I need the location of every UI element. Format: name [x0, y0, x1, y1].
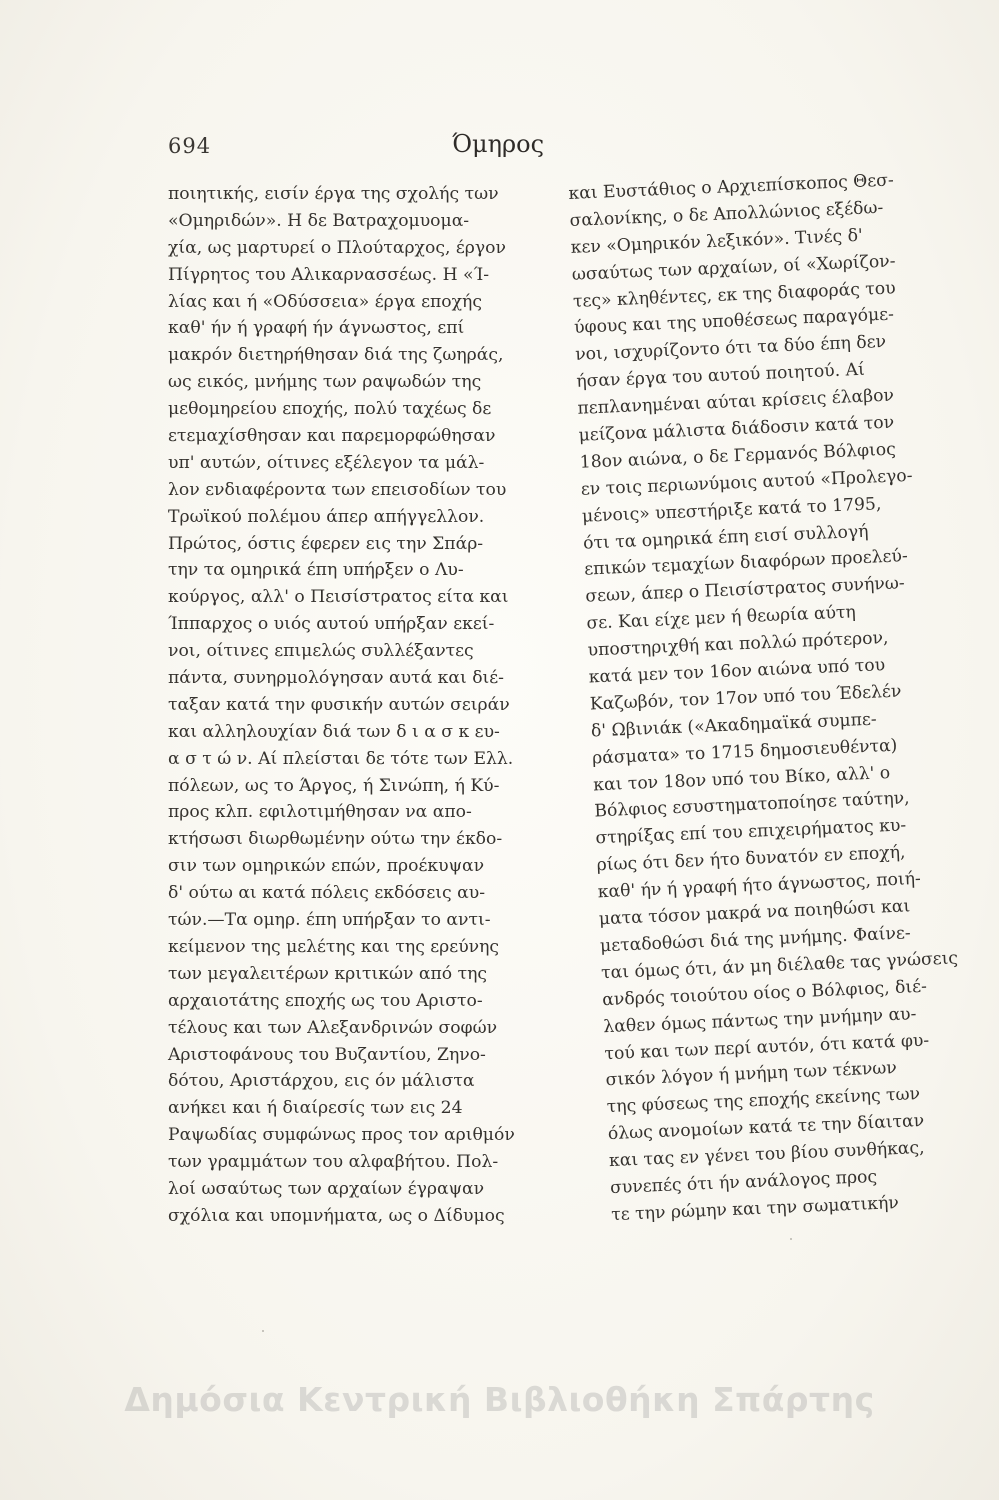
- right-column-line: ύφους και της υποθέσεως παραγόμε-: [573, 304, 895, 339]
- right-column-line: ανδρός τοιούτου οίος ο Βόλφιος, διέ-: [601, 976, 928, 1010]
- left-column-line: τέλους και των Αλεξανδρινών σοφών: [168, 1017, 498, 1038]
- left-column-line: λίας και ή «Οδύσσεια» έργα εποχής: [168, 291, 482, 312]
- right-column-line: ότι τα ομηρικά έπη εισί συλλογή: [582, 521, 869, 554]
- running-title: Όμηρος: [451, 130, 545, 158]
- page-header: [168, 126, 818, 166]
- left-column-line: σχόλια και υπομνήματα, ως ο Δίδυμος: [168, 1205, 505, 1226]
- left-column-line: κτήσωσι διωρθωμένην ούτω την έκδο-: [168, 829, 503, 850]
- left-column-line: αρχαιοτάτης εποχής ως του Αριστο-: [168, 990, 483, 1011]
- scan-speck: [262, 1330, 264, 1332]
- right-column-line: λαθεν όμως πάντως την μνήμην αυ-: [603, 1003, 917, 1037]
- right-column-line: ματα τόσον μακρά να ποιηθώσι και: [598, 896, 911, 930]
- left-column-line: μεθομηρείου εποχής, πολύ ταχέως δε: [168, 399, 492, 420]
- right-column-line: τού και των περί αυτόν, ότι κατά φυ-: [604, 1030, 930, 1064]
- left-column-line: λοί ωσαύτως των αρχαίων έγραψαν: [168, 1178, 485, 1199]
- left-text-column: [168, 181, 540, 1230]
- right-column-line: μεταδοθώσι διά της μνήμης. Φαίνε-: [599, 923, 912, 957]
- left-column-line: πόλεων, ως το Άργος, ή Σινώπη, ή Κύ-: [168, 775, 500, 796]
- left-column-line: Τρωϊκού πολέμου άπερ απήγγελλον.: [168, 506, 485, 527]
- right-column-line: και τας εν γένει του βίου συνθήκας,: [608, 1137, 925, 1172]
- right-column-line: μένοις» υπεστήριξε κατά το 1795,: [581, 493, 882, 527]
- right-column-line: σαλονίκης, ο δε Απολλώνιος εξέδω-: [569, 197, 884, 231]
- left-column-line: Ραψωδίας συμφώνως προς τον αριθμόν: [168, 1125, 515, 1146]
- right-column-line: και Ευστάθιος ο Αρχιεπίσκοπος Θεσ-: [568, 170, 895, 204]
- left-column-line: καθ' ήν ή γραφή ήν άγνωστος, επί: [168, 318, 465, 339]
- left-column-line: Ίππαρχος ο υιός αυτού υπήρξαν εκεί-: [168, 614, 495, 635]
- right-column-line: 18ον αιώνα, ο δε Γερμανός Βόλφιος: [579, 439, 897, 473]
- right-column-line: και τον 18ον υπό του Βίκο, αλλ' ο: [592, 762, 891, 796]
- left-column-line: Πίγρητος του Αλικαρνασσέως. Η «Ί-: [168, 264, 490, 285]
- right-column-line: σικόν λόγον ή μνήμη των τέκνων: [605, 1058, 898, 1091]
- left-column-line: και αλληλουχίαν διά των δ ι α σ κ ευ-: [168, 721, 500, 742]
- right-column-line: στηρίξας επί του επιχειρήματος κυ-: [595, 815, 907, 849]
- right-column-line: κεν «Ομηρικόν λεξικόν». Τινές δ': [570, 225, 864, 258]
- left-column-line: ταξαν κατά την φυσικήν αυτών σειράν: [168, 694, 510, 715]
- right-column-line: επικών τεμαχίων διαφόρων προελεύ-: [583, 546, 909, 581]
- left-column-line: δ' ούτω αι κατά πόλεις εκδόσεις αυ-: [168, 883, 485, 904]
- left-column-line: την τα ομηρικά έπη υπήρξεν ο Λυ-: [168, 560, 464, 581]
- right-column-line: ωσαύτως των αρχαίων, οί «Χωρίζον-: [571, 251, 896, 285]
- right-column-line: τες» κληθέντες, εκ της διαφοράς του: [572, 277, 896, 312]
- left-column-line: λον ενδιαφέροντα των επεισοδίων του: [168, 479, 507, 500]
- right-column-line: ται όμως ότι, άν μη διέλαθε τας γνώσεις: [600, 948, 959, 984]
- right-column-line: νοι, ισχυρίζοντο ότι τα δύο έπη δεν: [574, 332, 887, 366]
- right-column-line: ρίως ότι δεν ήτο δυνατόν εν εποχή,: [596, 842, 906, 876]
- left-column-line: ως εικός, μνήμης των ραψωδών της: [168, 372, 482, 393]
- left-column-line: κείμενον της μελέτης και της ερεύνης: [168, 936, 500, 957]
- left-column-line: υπ' αυτών, οίτινες εξέλεγον τα μάλ-: [168, 452, 485, 473]
- left-column-line: μακρόν διετηρήθησαν διά της ζωηράς,: [168, 345, 504, 366]
- right-column-line: υποστηριχθή και πολλώ πρότερον,: [587, 628, 889, 661]
- left-column-line: κούργος, αλλ' ο Πεισίστρατος είτα και: [168, 587, 509, 608]
- right-column-line: Βόλφιος εσυστηματοποίησε ταύτην,: [594, 788, 910, 822]
- right-column-line: πεπλανημέναι αύται κρίσεις έλαβον: [577, 385, 895, 419]
- right-column-line: δ' Ωβινιάκ («Ακαδημαϊκά συμπε-: [590, 709, 878, 742]
- right-column-line: τε την ρώμην και την σωματικήν: [610, 1192, 900, 1225]
- left-column-line: πάντα, συνηρμολόγησαν αυτά και διέ-: [168, 668, 504, 689]
- left-column-line: σιν των ομηρικών επών, προέκυψαν: [168, 856, 485, 877]
- left-column-line: τών.—Τα ομηρ. έπη υπήρξαν το αντι-: [168, 910, 491, 931]
- scan-speck: [790, 1238, 792, 1240]
- right-text-column: [568, 170, 959, 1229]
- right-column-line: μείζονα μάλιστα διάδοσιν κατά τον: [578, 412, 895, 446]
- right-column-line: ήσαν έργα του αυτού ποιητού. Αί: [576, 359, 866, 393]
- left-column-line: χία, ως μαρτυρεί ο Πλούταρχος, έργον: [168, 237, 506, 258]
- right-column-line: κατά μεν τον 16ον αιώνα υπό του: [588, 655, 886, 688]
- left-column-line: ετεμαχίσθησαν και παρεμορφώθησαν: [168, 426, 496, 447]
- left-column-line: ποιητικής, εισίν έργα της σχολής των: [168, 184, 499, 204]
- left-column-line: των γραμμάτων του αλφαβήτου. Πολ-: [168, 1152, 499, 1173]
- left-column-line: Αριστοφάνους του Βυζαντίου, Ζηνο-: [168, 1044, 486, 1065]
- left-column-line: Πρώτος, όστις έφερεν εις την Σπάρ-: [168, 533, 484, 554]
- right-column-line: Καζωβόν, τον 17ον υπό του Έδελέν: [589, 681, 902, 715]
- right-column-line: συνεπές ότι ήν ανάλογος προς: [609, 1166, 878, 1199]
- page-number: 694: [168, 134, 212, 158]
- right-column-line: καθ' ήν ή γραφή ήτο άγνωστος, ποιή-: [597, 869, 922, 903]
- left-column-line: ανήκει και ή διαίρεσίς των εις 24: [168, 1098, 463, 1119]
- left-column-line: «Ομηριδών». Η δε Βατραχομυομα-: [168, 210, 470, 231]
- left-column-line: α σ τ ώ ν. Αί πλείσται δε τότε των Ελλ.: [168, 748, 514, 769]
- left-column-line: δότου, Αριστάρχου, εις όν μάλιστα: [168, 1071, 475, 1092]
- right-column-line: σεων, άπερ ο Πεισίστρατος συνήνω-: [585, 573, 905, 607]
- right-column-line: όλως ανομοίων κατά τε την δίαιταν: [607, 1111, 925, 1145]
- left-column-line: των μεγαλειτέρων κριτικών από της: [168, 963, 488, 984]
- library-watermark: Δημόσια Κεντρική Βιβλιοθήκη Σπάρτης: [124, 1380, 875, 1419]
- left-column-line: νοι, οίτινες επιμελώς συλλέξαντες: [168, 641, 474, 662]
- right-column-line: της φύσεως της εποχής εκείνης των: [606, 1084, 921, 1118]
- right-column-line: σε. Και είχε μεν ή θεωρία αύτη: [586, 602, 857, 634]
- right-column-line: εν τοις περιωνύμοις αυτού «Προλεγο-: [580, 465, 913, 500]
- left-column-line: προς κλπ. εφιλοτιμήθησαν να απο-: [168, 802, 472, 823]
- right-column-line: ράσματα» το 1715 δημοσιευθέντα): [591, 735, 898, 769]
